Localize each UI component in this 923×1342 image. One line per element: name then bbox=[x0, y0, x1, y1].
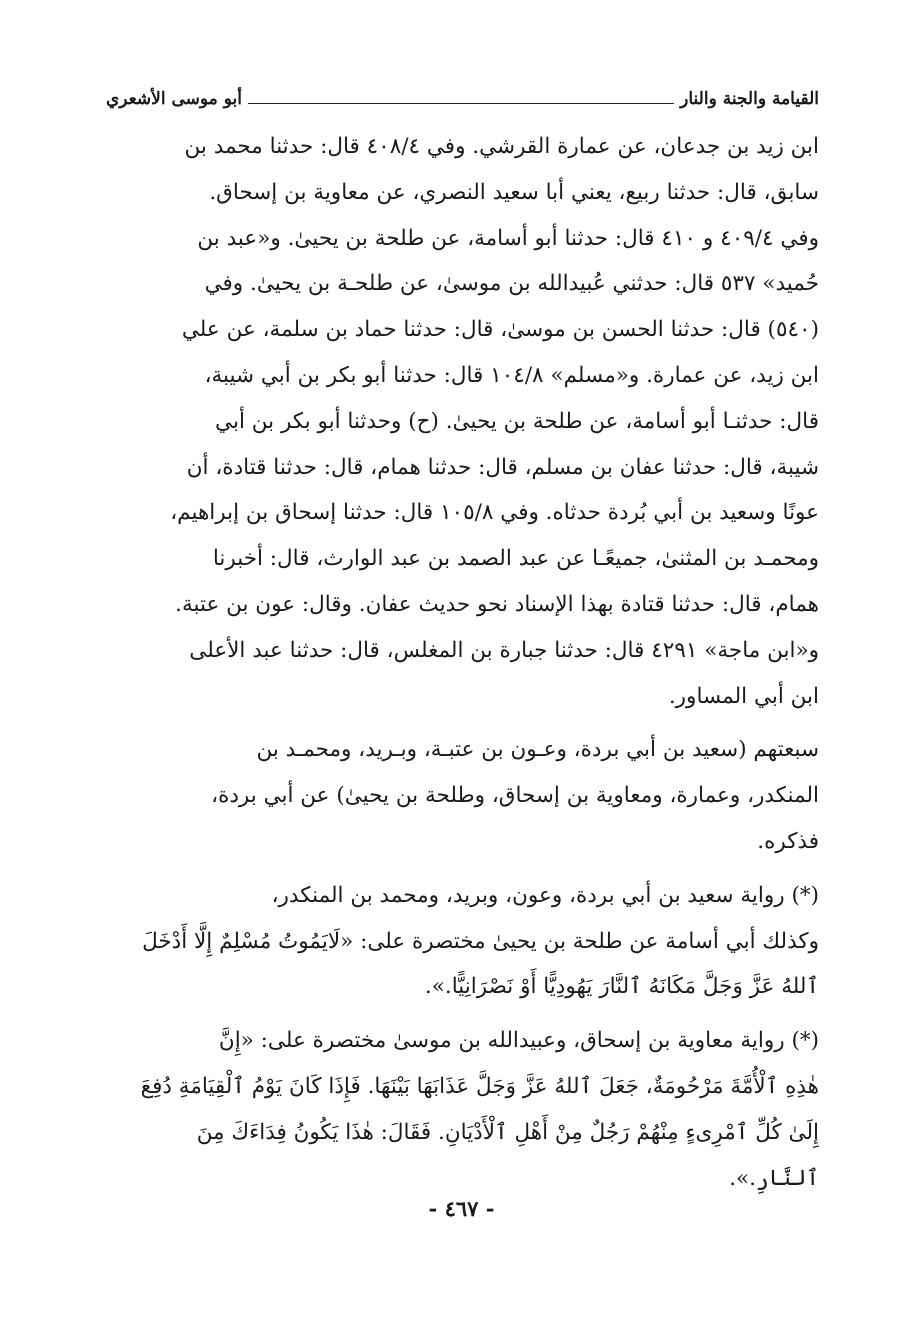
text-line: (*) رواية سعيد بن أبي بردة، وعون، وبريد، ومحمد بن المنكدر، bbox=[271, 882, 819, 908]
page-number: - ٤٦٧ - bbox=[428, 1196, 495, 1221]
text-line: ٱللهُ عَزَّ وَجَلَّ مَكَانَهُ ٱلنَّارَ يَهُودِيًّا أَوْ نَصْرَانِيًّا.». bbox=[424, 974, 819, 1000]
text-line: ابن زيد بن جدعان، عن عمارة القرشي. وفي ٤٠٨/٤ قال: حدثنا محمد بن bbox=[184, 134, 819, 159]
text-line: ومحمـد بن المثنىٰ، جميعًـا عن عبد الصمد بن عبد الوارث، قال: أخبرنا bbox=[212, 546, 819, 572]
body-text bbox=[104, 124, 819, 1201]
text-line: ابن أبي المساور. bbox=[668, 683, 819, 709]
text-line: و«ابن ماجة» ٤٢٩١ قال: حدثنا جبارة بن المغلس، قال: حدثنا عبد الأعلى bbox=[189, 637, 819, 663]
text-line: سابق، قال: حدثنا ربيع، يعني أبا سعيد النصري، عن معاوية بن إسحاق. bbox=[209, 179, 819, 205]
text-line: ٱلنَّارِ.». bbox=[729, 1165, 819, 1191]
text-line: قال: حدثنـا أبو أسامة، عن طلحة بن يحيىٰ. (ح) وحدثنا أبو بكر بن أبي bbox=[215, 408, 819, 434]
text-line: شيبة، قال: حدثنا عفان بن مسلم، قال: حدثنا همام، قال: حدثنا قتادة، أن bbox=[186, 454, 819, 480]
author-name: أبو موسى الأشعري bbox=[106, 89, 242, 109]
text-line: فذكره. bbox=[757, 828, 819, 854]
text-line: المنكدر، وعمارة، ومعاوية بن إسحاق، وطلحة بن يحيىٰ) عن أبي بردة، bbox=[211, 783, 819, 809]
text-line: همام، قال: حدثنا قتادة بهذا الإسناد نحو حديث عفان. وقال: عون بن عتبة. bbox=[175, 591, 819, 617]
text-line: ابن زيد، عن عمارة. و«مسلم» ١٠٤/٨ قال: حدثنا أبو بكر بن أبي شيبة، bbox=[204, 362, 819, 388]
text-line: هٰذِهِ ٱلْأُمَّةَ مَرْحُومَةٌ، جَعَلَ ٱللهُ عَزَّ وَجَلَّ عَذَابَهَا بَيْنَهَا. فَإِذَا كَانَ يَوْمُ ٱلْقِيَامَةِ دُفِعَ bbox=[140, 1073, 819, 1099]
text-line: عونًا وسعيد بن أبي بُردة حدثاه. وفي ١٠٥/٨ قال: حدثنا إسحاق بن إبراهيم، bbox=[170, 500, 819, 526]
header-rule bbox=[248, 103, 674, 104]
running-header bbox=[106, 86, 819, 112]
text-line: (*) رواية معاوية بن إسحاق، وعبيدالله بن موسىٰ مختصرة على: «إِنَّ bbox=[218, 1028, 819, 1054]
text-line: (٥٤٠) قال: حدثنا الحسن بن موسىٰ، قال: حدثنا حماد بن سلمة، عن علي bbox=[181, 317, 819, 343]
text-line: وكذلك أبي أسامة عن طلحة بن يحيىٰ مختصرة على: «لَايَمُوتُ مُسْلِمٌ إِلَّا أَدْخَلَ bbox=[142, 928, 819, 954]
book-title: القيامة والجنة والنار bbox=[680, 89, 819, 109]
text-line: إِلَىٰ كُلِّ ٱمْرِىءٍ مِنْهُمْ رَجُلٌ مِنْ أَهْلِ ٱلْأَدْيَانِ. فَقَالَ: هٰذَا يَكُونُ فِدَاءَكَ مِنَ bbox=[196, 1119, 819, 1145]
text-line: سبعتهم (سعيد بن أبي بردة، وعـون بن عتبـة، وبـريد، ومحمـد بن bbox=[256, 737, 819, 763]
text-line: حُميد» ٥٣٧ قال: حدثني عُبيدالله بن موسىٰ، عن طلحـة بن يحيىٰ. وفي bbox=[204, 271, 819, 297]
text-line: وفي ٤٠٩/٤ و ٤١٠ قال: حدثنا أبو أسامة، عن طلحة بن يحيىٰ. و«عبد بن bbox=[197, 225, 819, 251]
